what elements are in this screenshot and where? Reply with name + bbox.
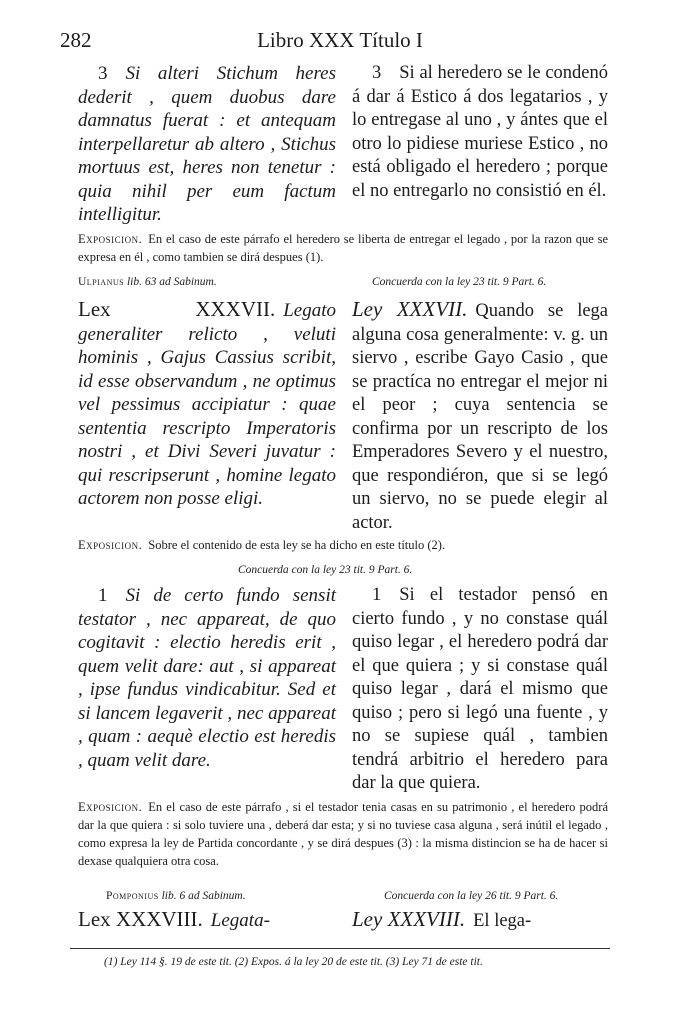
lex-label: Lex XXXVIII.	[78, 907, 203, 931]
citation-concordance-3: Concuerda con la ley 26 tit. 9 Part. 6.	[384, 890, 559, 902]
spanish-text: Si el testador pensó en cierto fundo , y no constase quál quiso legar , el heredero podrá dar el que quiera ; y si constase quál quiso legar , dará el mismo que quiso ; pero si legó una fuente , y no se supiese quál , tambien tendrá arbitrio el heredero para dar la que quiera.	[352, 585, 608, 793]
exposicion-label: Exposicion.	[78, 538, 143, 552]
paragraph-number: 3	[98, 63, 108, 84]
exposicion-text: Sobre el contenido de esta ley se ha dicho en este título (2).	[148, 538, 446, 552]
citation-ulpianus	[78, 276, 217, 288]
latin-text: Legata-	[210, 910, 270, 931]
citation-author: Ulpianus	[78, 276, 125, 288]
latin-paragraph-1	[78, 584, 336, 772]
lex-xxxviii-latin	[78, 908, 336, 933]
lex-xxxvii-latin	[78, 298, 336, 511]
citation-source: lib. 6 ad Sabinum.	[161, 890, 246, 902]
spanish-text: Quando se lega alguna cosa generalmente: v. g. un siervo , escribe Gayo Casio , que se practíca no entregar el mejor ni el peor ; cuya sentencia se confirma por un rescripto de los Emperadores Severo y el nuestro, que respondiéron, que si se legó un siervo, no se puede elegir al actor.	[352, 301, 609, 533]
citation-concordance: Concuerda con la ley 23 tit. 9 Part. 6.	[372, 276, 547, 288]
ley-label: Ley XXXVII.	[352, 297, 468, 321]
citation-source: lib. 63 ad Sabinum.	[126, 276, 217, 288]
paragraph-number: 3	[372, 63, 382, 83]
spanish-paragraph-1	[352, 584, 608, 796]
paragraph-number: 1	[98, 585, 108, 606]
exposicion-text: En el caso de este párrafo , si el testador tenia casas en su patrimonio , el heredero podrá dar la que quiera : si solo tuviere una , deberá dar esta; y si no tuviese casa alguna , será inútil el legado , como expresa la ley de Partida concordante , y se dirá despues (3) : la misma distincion se ha de hacer si dexase qualquiera otra cosa.	[78, 800, 608, 868]
latin-paragraph-3	[78, 62, 336, 227]
exposicion-label: Exposicion.	[78, 232, 143, 246]
citation-concordance-2: Concuerda con la ley 23 tit. 9 Part. 6.	[238, 564, 413, 576]
lex-label: Lex XXXVII.	[78, 297, 276, 321]
spanish-text: El lega-	[473, 911, 532, 931]
footnotes: (1) Ley 114 §. 19 de este tit. (2) Expos. á la ley 20 de este tit. (3) Ley 71 de este tit.	[104, 956, 483, 968]
exposicion-2	[78, 536, 608, 554]
latin-text: Si de certo fundo sensit testator , nec appareat, de quo cogitavit : electio heredis erit , quem velit dare: aut , si appareat , ipse fundus vindicabitur. Sed et si lancem legaverit , nec appareat , quam : aequè electio est heredis , quam velit dare.	[78, 585, 336, 771]
footnote-rule	[70, 948, 610, 949]
ley-xxxvii-spanish	[352, 298, 608, 535]
exposicion-3	[78, 798, 608, 870]
spanish-paragraph-3	[352, 62, 608, 203]
exposicion-label: Exposicion.	[78, 800, 143, 814]
spanish-text: Si al heredero se le condenó á dar á Estico á dos legatarios , y lo entregase al uno , y ántes que el otro lo pidiese muriese Estico , no está obligado el heredero ; porque el no entregarlo no consistió en él.	[352, 63, 608, 201]
latin-text: Si alteri Stichum heres dederit , quem duobus dare damnatus fuerat : et antequam interpellaretur ab altero , Stichus mortuus est, heres non tenetur : quia nihil per eum factum intelligitur.	[78, 63, 336, 225]
exposicion-text: En el caso de este párrafo el heredero se liberta de entregar el legado , por la razon que se expresa en él , como tambien se dirá despues (1).	[78, 232, 608, 264]
exposicion-1	[78, 230, 608, 266]
page-header	[60, 28, 620, 58]
latin-text: Legato generaliter relicto , veluti hominis , Gajus Cassius scribit, id esse observandum , ne optimus vel pessimus accipiatur : quae sententia rescripto Imperatoris nostri , et Divi Severi juvatur : qui rescripserunt , homine legato actorem non posse eligi.	[78, 300, 336, 509]
ley-label: Ley XXXVIII.	[352, 907, 466, 931]
citation-author: Pomponius	[106, 890, 159, 902]
page-number: 282	[60, 28, 92, 52]
ley-xxxviii-spanish	[352, 908, 608, 934]
paragraph-number: 1	[372, 585, 382, 605]
citation-pomponius	[106, 890, 246, 902]
running-title: Libro XXX Título I	[257, 28, 423, 52]
